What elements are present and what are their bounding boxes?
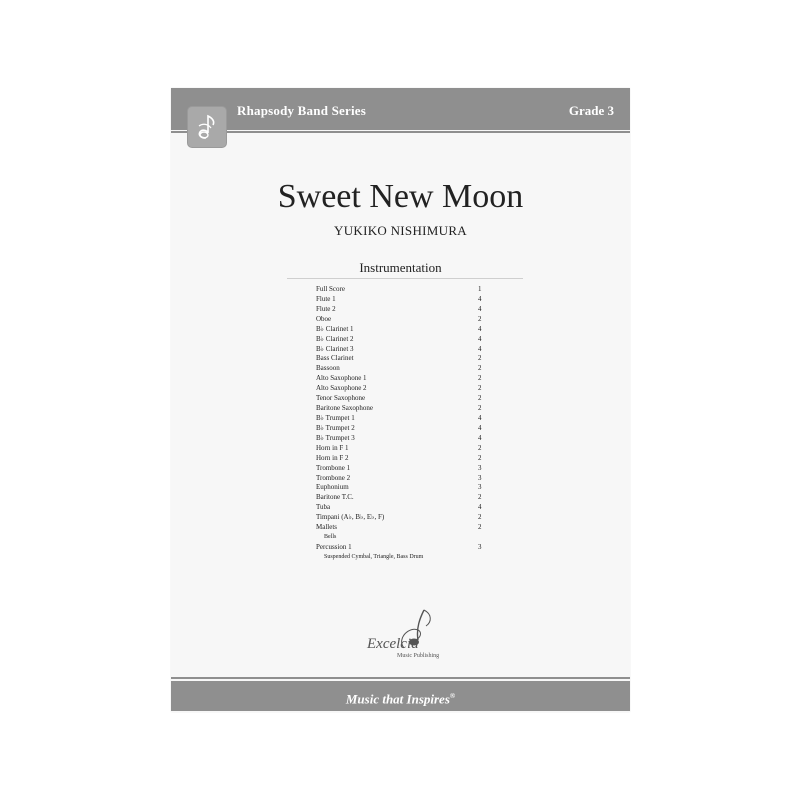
publisher-subtitle: Music Publishing xyxy=(397,653,440,659)
instrumentation-list xyxy=(316,285,486,563)
instrument-name: Suspended Cymbal, Triangle, Bass Drum xyxy=(324,553,424,560)
instrument-quantity: 3 xyxy=(478,483,482,492)
instrument-name: Trombone 2 xyxy=(316,473,351,482)
instrumentation-heading: Instrumentation xyxy=(359,260,442,275)
footer-band xyxy=(171,681,630,711)
instrument-row xyxy=(316,523,486,533)
instrument-name: B♭ Trumpet 2 xyxy=(316,423,355,432)
instrument-row xyxy=(316,325,486,335)
header-rule xyxy=(171,131,630,133)
instrument-row xyxy=(316,394,486,404)
footer-mark: ® xyxy=(449,692,456,700)
instrument-row xyxy=(316,464,486,474)
instrumentation-rule xyxy=(287,278,523,279)
instrument-row xyxy=(316,474,486,484)
header-band xyxy=(171,88,630,130)
instrument-row xyxy=(316,414,486,424)
instrument-name: Flute 2 xyxy=(316,304,336,313)
instrument-quantity: 1 xyxy=(478,285,482,293)
instrument-subnote xyxy=(316,533,486,543)
instrument-name: Bassoon xyxy=(316,364,340,373)
instrument-quantity: 2 xyxy=(478,404,482,413)
instrument-name: Bass Clarinet xyxy=(316,354,354,363)
instrument-quantity: 4 xyxy=(478,344,482,353)
instrument-quantity: 2 xyxy=(478,374,482,383)
instrument-name: Tenor Saxophone xyxy=(316,394,366,403)
footer-rule xyxy=(171,677,630,679)
instrument-quantity: 3 xyxy=(478,542,482,551)
instrument-name: B♭ Clarinet 2 xyxy=(316,334,354,343)
instrument-name: Bells xyxy=(324,534,337,541)
instrument-name: Horn in F 1 xyxy=(316,443,349,452)
instrument-quantity: 2 xyxy=(478,314,482,323)
instrument-name: B♭ Clarinet 1 xyxy=(316,324,354,333)
instrument-row xyxy=(316,454,486,464)
instrument-row xyxy=(316,285,486,295)
instrument-row xyxy=(316,424,486,434)
score-cover xyxy=(171,88,630,712)
instrument-quantity: 3 xyxy=(478,463,482,472)
instrument-quantity: 2 xyxy=(478,523,482,532)
instrument-quantity: 2 xyxy=(478,453,482,462)
instrument-row xyxy=(316,364,486,374)
instrument-name: B♭ Clarinet 3 xyxy=(316,344,354,353)
instrument-name: B♭ Trumpet 3 xyxy=(316,433,355,442)
instrument-row xyxy=(316,493,486,503)
grade-label: Grade 3 xyxy=(568,103,614,118)
instrument-quantity: 2 xyxy=(478,443,482,452)
instrument-row xyxy=(316,434,486,444)
instrument-quantity: 4 xyxy=(478,324,482,333)
instrument-row xyxy=(316,354,486,364)
instrument-quantity: 4 xyxy=(478,334,482,343)
instrument-name: Trombone 1 xyxy=(316,463,351,472)
music-note-icon xyxy=(194,112,220,142)
instrument-name: Flute 1 xyxy=(316,294,336,303)
instrument-name: Alto Saxophone 2 xyxy=(316,384,367,393)
instrument-quantity: 4 xyxy=(478,503,482,512)
instrument-row xyxy=(316,404,486,414)
instrument-name: Timpani (A♭, B♭, E♭, F) xyxy=(316,513,385,522)
footer-tagline: Music that Inspires xyxy=(345,691,450,707)
instrument-name: Horn in F 2 xyxy=(316,453,349,462)
instrument-row xyxy=(316,295,486,305)
instrument-row xyxy=(316,513,486,523)
instrument-row xyxy=(316,483,486,493)
instrument-name: B♭ Trumpet 1 xyxy=(316,413,355,422)
instrument-name: Baritone Saxophone xyxy=(316,404,373,413)
instrument-quantity: 2 xyxy=(478,354,482,363)
instrument-quantity: 4 xyxy=(478,304,482,313)
piece-title: Sweet New Moon xyxy=(277,178,524,215)
instrument-row xyxy=(316,345,486,355)
instrument-name: Alto Saxophone 1 xyxy=(316,374,367,383)
instrument-name: Percussion 1 xyxy=(316,542,352,551)
instrument-quantity: 4 xyxy=(478,413,482,422)
publisher-name: Excelcia xyxy=(367,636,419,652)
series-name: Rhapsody Band Series xyxy=(237,103,366,118)
instrument-name: Full Score xyxy=(316,285,345,293)
instrument-row xyxy=(316,384,486,394)
instrument-quantity: 3 xyxy=(478,473,482,482)
instrument-quantity: 2 xyxy=(478,384,482,393)
instrument-quantity: 4 xyxy=(478,423,482,432)
instrument-row xyxy=(316,374,486,384)
instrument-name: Baritone T.C. xyxy=(316,493,354,502)
instrument-row xyxy=(316,315,486,325)
instrument-quantity: 2 xyxy=(478,493,482,502)
instrument-row xyxy=(316,503,486,513)
instrument-row xyxy=(316,305,486,315)
instrument-name: Tuba xyxy=(316,503,331,512)
instrument-quantity: 4 xyxy=(478,294,482,303)
instrument-row xyxy=(316,335,486,345)
instrument-quantity: 2 xyxy=(478,513,482,522)
instrument-row xyxy=(316,543,486,553)
series-logo xyxy=(187,106,227,148)
composer-name: YUKIKO NISHIMURA xyxy=(334,223,467,238)
instrument-quantity: 2 xyxy=(478,364,482,373)
instrument-quantity: 2 xyxy=(478,394,482,403)
instrument-name: Mallets xyxy=(316,523,337,532)
instrument-quantity: 4 xyxy=(478,433,482,442)
instrument-subnote xyxy=(316,553,486,563)
instrument-row xyxy=(316,444,486,454)
instrument-name: Oboe xyxy=(316,314,332,323)
instrument-name: Euphonium xyxy=(316,483,349,492)
